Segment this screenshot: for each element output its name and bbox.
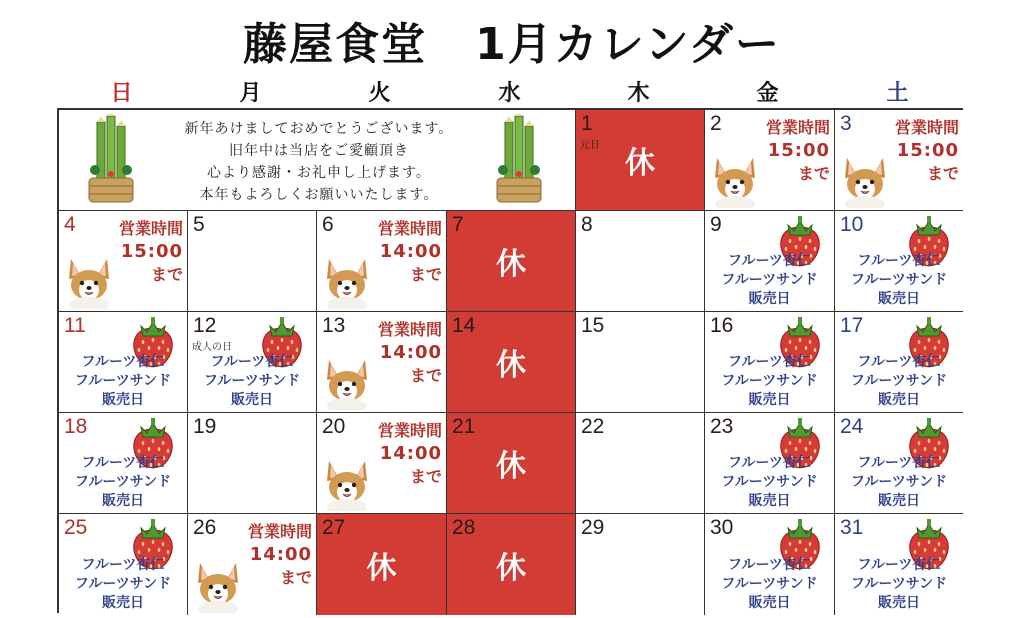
fruit-line: フルーツ杏仁 — [210, 354, 294, 370]
fruit-line: フルーツ杏仁 — [81, 455, 165, 471]
day-number: 15 — [581, 314, 605, 337]
day-number: 11 — [64, 314, 86, 337]
day-cell-26 — [188, 514, 317, 615]
hours-time: 14:00 — [379, 342, 442, 363]
hours-title: 営業時間 — [247, 522, 312, 541]
hours-title: 営業時間 — [894, 118, 959, 137]
day-number: 16 — [710, 314, 734, 337]
day-number: 19 — [193, 415, 217, 438]
day-cell-17 — [835, 312, 963, 413]
day-cell-20 — [317, 413, 447, 514]
closed-label: 休 — [496, 348, 526, 383]
corgi-icon — [192, 559, 244, 613]
fruit-line: フルーツサンド — [850, 373, 948, 389]
weekday-sun: 日 — [110, 81, 133, 106]
day-cell-22 — [576, 413, 705, 514]
day-number: 7 — [452, 213, 464, 236]
holiday-note: 成人の日 — [192, 342, 232, 353]
hours-title: 営業時間 — [377, 219, 442, 238]
day-number: 13 — [322, 314, 346, 337]
day-cell-14 — [447, 312, 576, 413]
day-number: 28 — [452, 516, 476, 539]
fruit-line: フルーツサンド — [74, 474, 172, 490]
hours-until: まで — [279, 568, 312, 587]
corgi-icon — [321, 255, 373, 309]
fruit-line: 販売日 — [231, 392, 273, 408]
weekday-thu: 木 — [627, 81, 650, 106]
fruit-line: 販売日 — [878, 392, 920, 408]
day-number: 14 — [452, 314, 476, 337]
fruit-line: フルーツサンド — [721, 373, 818, 389]
day-cell-1 — [576, 110, 705, 211]
corgi-icon — [839, 154, 891, 208]
fruit-sale-label — [705, 454, 834, 511]
calendar-grid — [57, 108, 963, 613]
day-cell-13 — [317, 312, 447, 413]
day-number: 2 — [710, 112, 722, 135]
closed-label: 休 — [496, 247, 526, 282]
day-number: 4 — [64, 213, 76, 236]
day-number: 31 — [840, 516, 864, 539]
day-number: 21 — [452, 415, 476, 438]
fruit-sale-label — [835, 556, 963, 613]
closed-label: 休 — [366, 550, 397, 586]
greeting-line: 新年あけましておめでとうございます。 — [184, 121, 454, 137]
business-hours — [378, 318, 442, 387]
day-number: 27 — [322, 516, 346, 539]
greeting-line: 本年もよろしくお願いいたします。 — [199, 187, 439, 203]
hours-title: 営業時間 — [377, 421, 442, 440]
closed-label: 休 — [496, 449, 526, 484]
fruit-line: 販売日 — [748, 291, 791, 307]
weekday-mon: 月 — [239, 81, 262, 106]
business-hours — [766, 116, 830, 185]
weekday-sat: 土 — [886, 81, 909, 106]
fruit-line: フルーツサンド — [203, 373, 301, 389]
day-cell-9 — [705, 211, 835, 312]
fruit-line: 販売日 — [748, 392, 791, 408]
day-cell-19 — [188, 413, 317, 514]
day-number: 10 — [840, 213, 864, 236]
day-number: 24 — [840, 415, 864, 438]
hours-until: まで — [409, 265, 442, 284]
day-number: 30 — [710, 516, 734, 539]
business-hours — [378, 419, 442, 488]
day-cell-16 — [705, 312, 835, 413]
fruit-line: フルーツ杏仁 — [728, 354, 811, 370]
fruit-line: 販売日 — [878, 595, 920, 611]
day-cell-29 — [576, 514, 705, 615]
hours-until: まで — [409, 366, 442, 385]
day-number: 26 — [193, 516, 217, 539]
day-cell-28 — [447, 514, 576, 615]
fruit-line: 販売日 — [102, 595, 144, 611]
weekday-tue: 火 — [368, 81, 391, 106]
fruit-sale-label — [59, 353, 187, 410]
day-number: 6 — [322, 213, 334, 236]
fruit-sale-label — [188, 353, 316, 410]
day-cell-15 — [576, 312, 705, 413]
greeting-text — [149, 118, 489, 206]
day-cell-24 — [835, 413, 963, 514]
page-title — [0, 8, 1024, 72]
fruit-line: フルーツ杏仁 — [857, 253, 941, 269]
day-number: 12 — [193, 314, 217, 337]
day-cell-31 — [835, 514, 963, 615]
day-cell-27 — [317, 514, 447, 615]
fruit-line: フルーツサンド — [850, 272, 948, 288]
greeting-line: 心より感謝・お礼申し上げます。 — [207, 165, 431, 181]
hours-time: 14:00 — [249, 544, 312, 565]
greeting-line: 旧年中は当店をご愛顧頂き — [229, 143, 409, 159]
closed-label: 休 — [496, 550, 526, 586]
day-cell-21 — [447, 413, 576, 514]
corgi-icon — [709, 154, 761, 208]
day-number: 25 — [64, 516, 88, 539]
business-hours — [119, 217, 183, 286]
fruit-sale-label — [835, 353, 963, 410]
fruit-line: フルーツ杏仁 — [857, 557, 941, 573]
day-number: 17 — [840, 314, 864, 337]
fruit-line: フルーツサンド — [850, 474, 948, 490]
fruit-line: フルーツ杏仁 — [857, 354, 941, 370]
hours-time: 15:00 — [120, 241, 183, 262]
day-cell-4 — [59, 211, 188, 312]
month-title: 1月カレンダー — [475, 19, 781, 70]
hours-title: 営業時間 — [118, 219, 183, 238]
fruit-line: フルーツ杏仁 — [728, 253, 811, 269]
day-number: 22 — [581, 415, 605, 438]
fruit-line: 販売日 — [878, 493, 920, 509]
fruit-line: フルーツ杏仁 — [81, 354, 165, 370]
day-number: 18 — [64, 415, 88, 438]
weekday-wed: 水 — [498, 81, 521, 106]
day-number: 3 — [840, 112, 852, 135]
fruit-line: フルーツサンド — [721, 474, 818, 490]
fruit-sale-label — [835, 252, 963, 309]
kadomatsu-icon — [491, 114, 547, 204]
corgi-icon — [321, 457, 373, 511]
hours-time: 15:00 — [896, 140, 959, 161]
day-number: 23 — [710, 415, 734, 438]
day-number: 29 — [581, 516, 605, 539]
fruit-sale-label — [59, 556, 187, 613]
fruit-line: フルーツ杏仁 — [728, 455, 811, 471]
fruit-line: 販売日 — [102, 493, 144, 509]
day-cell-8 — [576, 211, 705, 312]
day-number: 20 — [322, 415, 346, 438]
day-cell-12 — [188, 312, 317, 413]
new-year-greeting — [59, 110, 576, 211]
day-cell-3 — [835, 110, 963, 211]
day-cell-18 — [59, 413, 188, 514]
day-cell-23 — [705, 413, 835, 514]
day-cell-6 — [317, 211, 447, 312]
holiday-note: 元日 — [580, 140, 600, 151]
fruit-sale-label — [705, 353, 834, 410]
hours-until: まで — [797, 164, 830, 183]
day-number: 5 — [193, 213, 205, 236]
fruit-line: フルーツサンド — [74, 576, 172, 592]
fruit-sale-label — [705, 252, 834, 309]
hours-time: 14:00 — [379, 443, 442, 464]
fruit-line: 販売日 — [748, 493, 791, 509]
business-hours — [378, 217, 442, 286]
day-cell-10 — [835, 211, 963, 312]
fruit-sale-label — [59, 454, 187, 511]
fruit-line: フルーツサンド — [850, 576, 948, 592]
day-cell-11 — [59, 312, 188, 413]
hours-title: 営業時間 — [765, 118, 830, 137]
weekday-header — [57, 76, 963, 106]
day-cell-30 — [705, 514, 835, 615]
restaurant-name: 藤屋食堂 — [243, 19, 428, 70]
day-cell-5 — [188, 211, 317, 312]
business-hours — [895, 116, 959, 185]
day-cell-25 — [59, 514, 188, 615]
closed-label: 休 — [625, 146, 655, 181]
fruit-sale-label — [835, 454, 963, 511]
corgi-icon — [321, 356, 373, 410]
day-number: 9 — [710, 213, 722, 236]
hours-time: 15:00 — [767, 140, 830, 161]
fruit-line: 販売日 — [748, 595, 791, 611]
fruit-line: 販売日 — [102, 392, 144, 408]
hours-until: まで — [926, 164, 959, 183]
day-cell-2 — [705, 110, 835, 211]
corgi-icon — [63, 255, 115, 309]
hours-title: 営業時間 — [377, 320, 442, 339]
business-hours — [248, 520, 312, 589]
hours-until: まで — [150, 265, 183, 284]
fruit-sale-label — [705, 556, 834, 613]
fruit-line: フルーツサンド — [721, 576, 818, 592]
day-number: 8 — [581, 213, 593, 236]
weekday-fri: 金 — [756, 81, 779, 106]
fruit-line: フルーツサンド — [74, 373, 172, 389]
fruit-line: フルーツ杏仁 — [728, 557, 811, 573]
fruit-line: フルーツ杏仁 — [81, 557, 165, 573]
day-cell-7 — [447, 211, 576, 312]
kadomatsu-icon — [83, 114, 139, 204]
fruit-line: 販売日 — [878, 291, 920, 307]
fruit-line: フルーツ杏仁 — [857, 455, 941, 471]
hours-until: まで — [409, 467, 442, 486]
fruit-line: フルーツサンド — [721, 272, 818, 288]
day-number: 1 — [581, 112, 593, 135]
hours-time: 14:00 — [379, 241, 442, 262]
